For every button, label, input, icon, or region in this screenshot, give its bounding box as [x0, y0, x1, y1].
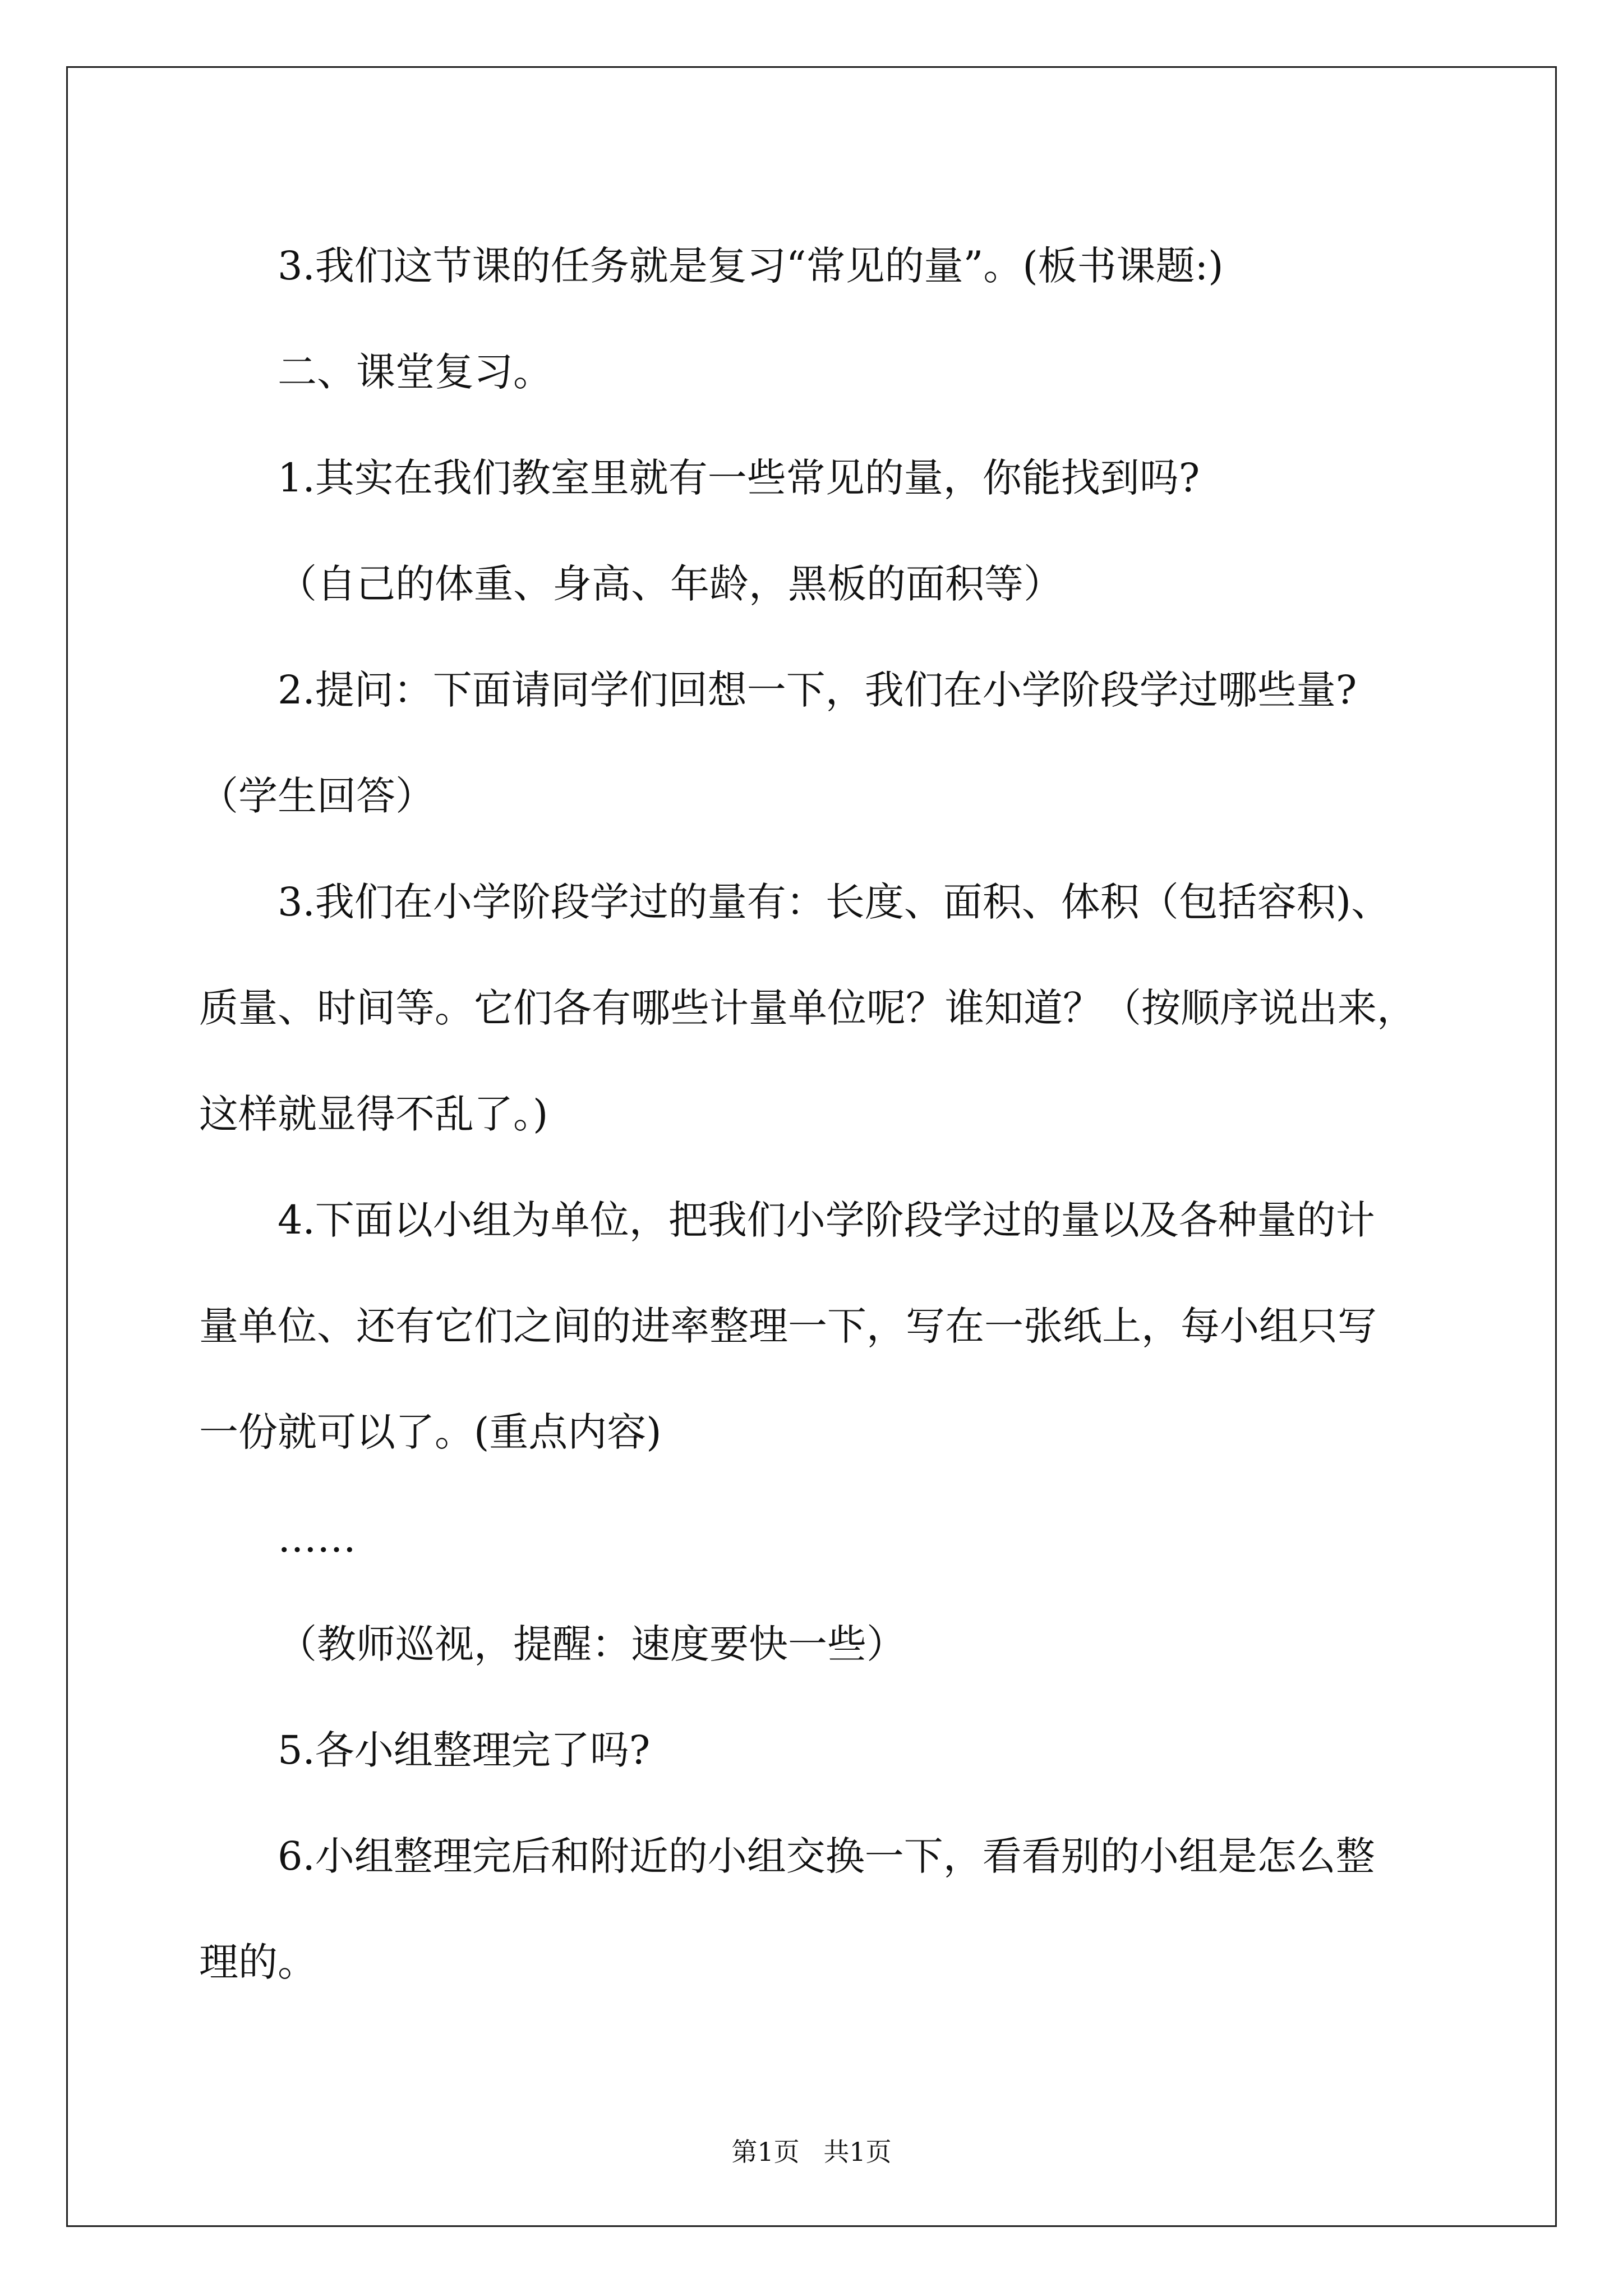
text-line: 理的。: [199, 1939, 317, 1985]
text-line: 6.小组整理完后和附近的小组交换一下，看看别的小组是怎么整: [278, 1833, 1375, 1879]
text-line: （自己的体重、身高、年龄，黑板的面积等）: [278, 561, 1063, 607]
text-line: 3.我们这节课的任务就是复习“常见的量”。(板书课题:): [278, 243, 1224, 289]
text-line: 质量、时间等。它们各有哪些计量单位呢？谁知道？（按顺序说出来，: [199, 985, 1416, 1031]
section-heading-review: [199, 319, 1467, 425]
text-line: （学生回答）: [199, 773, 435, 819]
text-line: 1.其实在我们教室里就有一些常见的量，你能找到吗?: [278, 455, 1200, 501]
text-line: 3.我们在小学阶段学过的量有：长度、面积、体积（包括容积)、: [278, 879, 1391, 925]
text-line: 一份就可以了。(重点内容): [199, 1409, 662, 1455]
paragraph-task: [199, 213, 1467, 319]
text-line: 二、课堂复习。: [278, 349, 552, 395]
text-line: 量单位、还有它们之间的进率整理一下，写在一张纸上，每小组只写: [199, 1303, 1377, 1349]
text-line: 这样就显得不乱了。): [199, 1091, 548, 1137]
paragraph-question-5: [199, 1697, 1467, 1803]
text-line: （教师巡视，提醒：速度要快一些）: [278, 1621, 906, 1667]
page-total: 共1页: [823, 2137, 892, 2167]
page-number: 第1页: [731, 2137, 800, 2167]
paragraph-ellipsis: [199, 1485, 1467, 1591]
paragraph-question-1: [199, 425, 1467, 531]
text-line: ……: [278, 1515, 356, 1561]
paragraph-exchange: [199, 1803, 1467, 2016]
page-footer: [0, 2132, 1623, 2169]
text-line: 4.下面以小组为单位，把我们小学阶段学过的量以及各种量的计: [278, 1197, 1375, 1243]
paragraph-question-2: [199, 637, 1467, 849]
paragraph-quantities: [199, 849, 1467, 1167]
text-line: 2.提问：下面请同学们回想一下，我们在小学阶段学过哪些量?: [278, 667, 1357, 713]
paragraph-answer-1: [199, 531, 1467, 637]
document-body: [199, 213, 1467, 2016]
paragraph-teacher-note: [199, 1591, 1467, 1697]
text-line: 5.各小组整理完了吗?: [278, 1727, 651, 1773]
paragraph-group-task: [199, 1167, 1467, 1485]
